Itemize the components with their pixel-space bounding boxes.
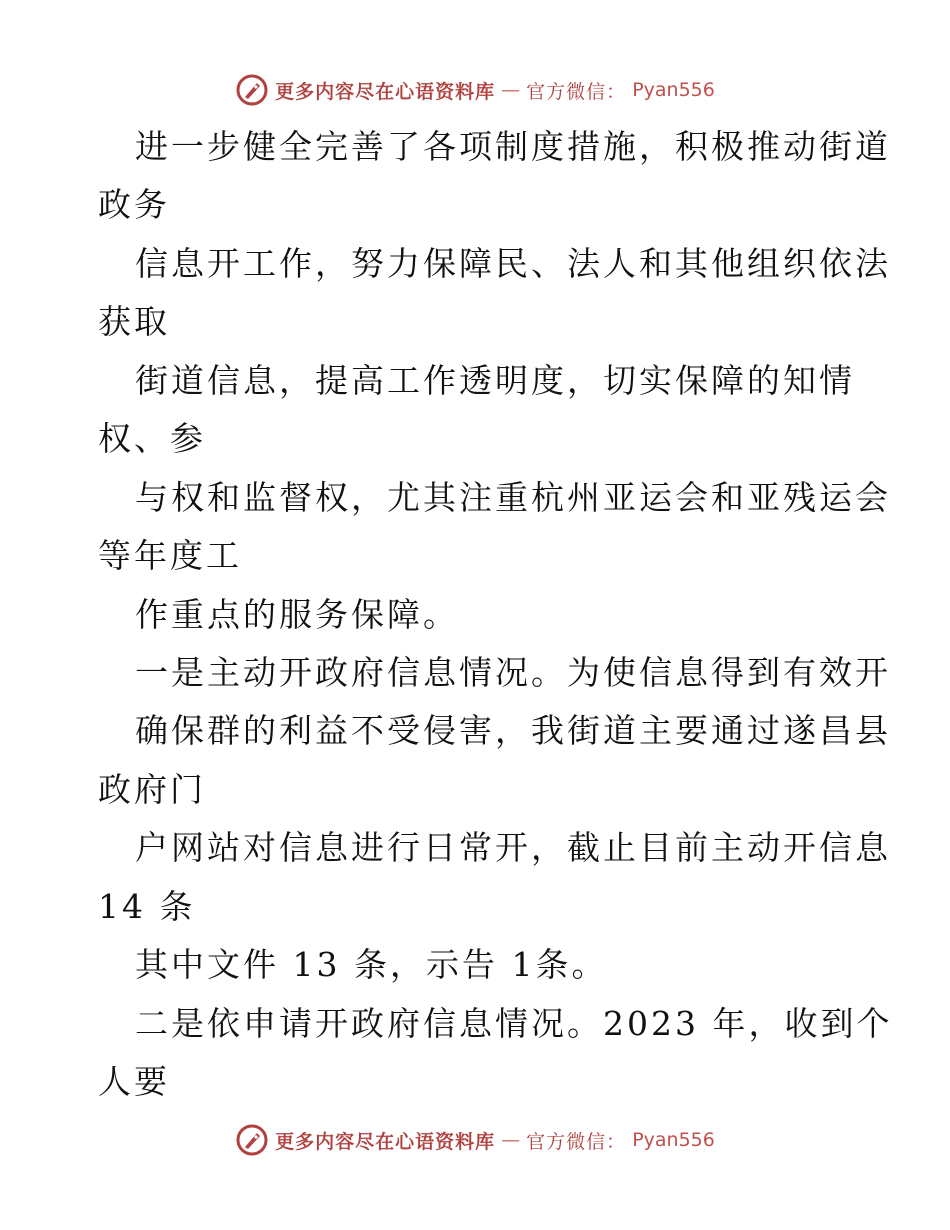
paragraph-line: 确保群的利益不受侵害，我街道主要通过遂昌县 [135, 711, 891, 750]
paragraph-line: 与权和监督权，尤其注重杭州亚运会和亚残运会 [135, 478, 891, 517]
banner-separator: — [501, 79, 521, 101]
banner-wechat-label: 官方微信： [526, 1130, 627, 1153]
paragraph-line: 信息开工作，努力保障民、法人和其他组织依法 [135, 244, 891, 283]
banner-wechat-label: 官方微信： [526, 80, 627, 103]
paragraph-line: 二是依申请开政府信息情况。2023 年，收到个 [135, 1004, 893, 1043]
banner-separator: — [501, 1129, 521, 1151]
paragraph-line: 政务 [98, 185, 170, 224]
paragraph-line: 等年度工 [98, 536, 242, 575]
banner-wechat-id: Pyan556 [632, 79, 715, 101]
paragraph-line: 14 条 [98, 887, 196, 926]
paragraph-line: 一是主动开政府信息情况。为使信息得到有效开 [135, 653, 891, 692]
banner-title: 更多内容尽在心语资料库 [275, 80, 496, 103]
paragraph-line: 作重点的服务保障。 [135, 595, 459, 634]
paragraph-line: 权、参 [98, 419, 206, 458]
paragraph-line: 户网站对信息进行日常开，截止目前主动开信息 [135, 828, 891, 867]
pen-nib-logo-icon [235, 1123, 269, 1157]
banner-title: 更多内容尽在心语资料库 [275, 1130, 496, 1153]
banner-wechat-id: Pyan556 [632, 1129, 715, 1151]
paragraph-line: 街道信息，提高工作透明度，切实保障的知情 [135, 361, 855, 400]
paragraph-line: 政府门 [98, 770, 206, 809]
pen-nib-logo-icon [235, 73, 269, 107]
paragraph-line: 人要 [98, 1062, 170, 1101]
paragraph-line: 获取 [98, 302, 170, 341]
paragraph-line: 其中文件 13 条，示告 1条。 [135, 945, 608, 984]
paragraph-line: 进一步健全完善了各项制度措施，积极推动街道 [135, 127, 891, 166]
footer-banner [0, 1120, 950, 1160]
header-banner [0, 70, 950, 110]
